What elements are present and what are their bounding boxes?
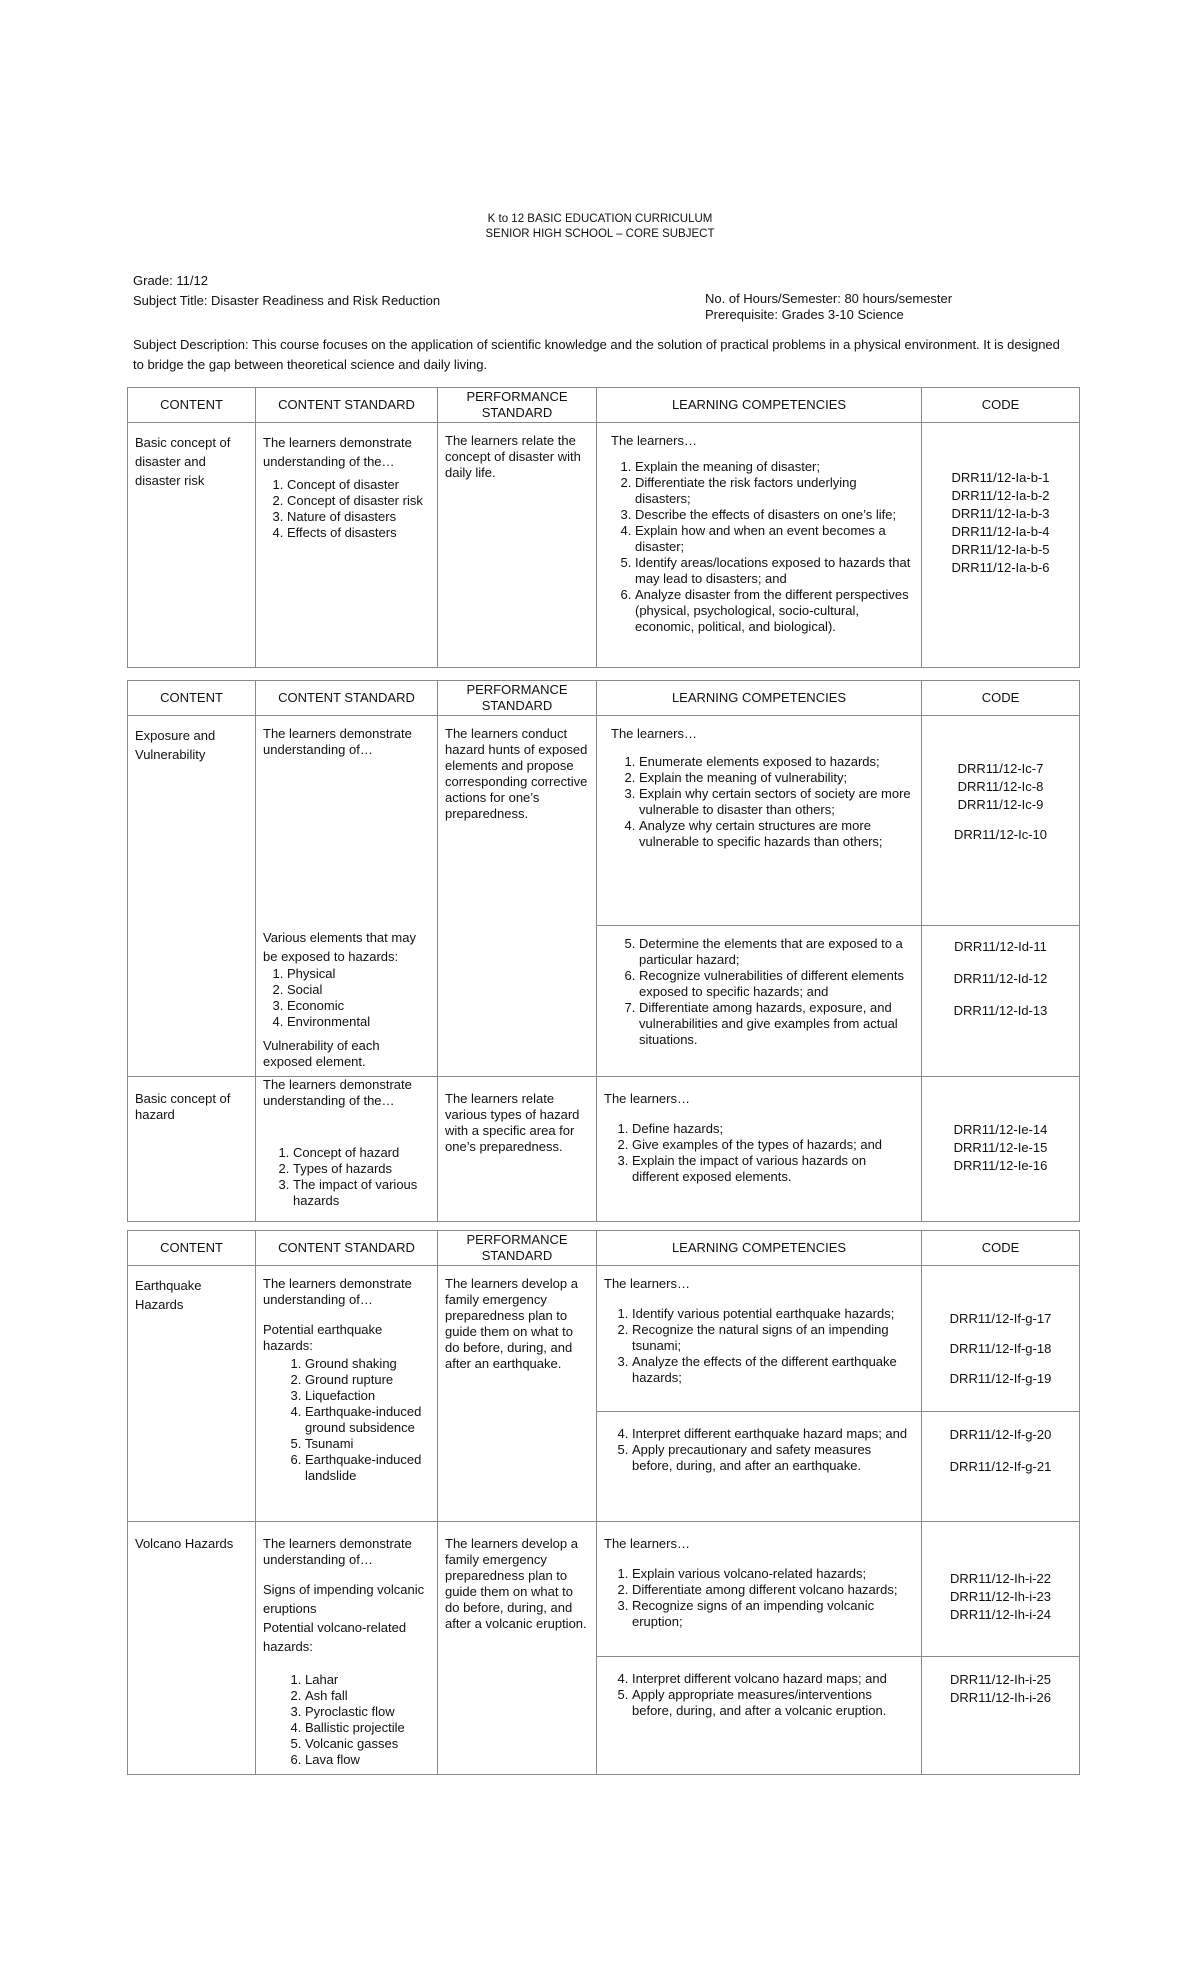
curriculum-table-2 xyxy=(127,680,1080,1222)
cs-intro: The learners demonstrate understanding of the… xyxy=(263,435,412,469)
list-item: 2. Concept of disaster risk xyxy=(287,493,431,509)
list-item: 7. Differentiate among hazards, exposure, and vulnerabilities and give examples from actual situations. xyxy=(639,1000,915,1048)
lc-intro: The learners… xyxy=(611,433,697,448)
code-label: DRR11/12-Ih-i-24 xyxy=(950,1607,1051,1622)
list-item: 2. Give examples of the types of hazards; and xyxy=(632,1137,915,1153)
code-label: DRR11/12-Ic-8 xyxy=(957,779,1044,794)
list-item: 1. Explain the meaning of disaster; xyxy=(635,459,915,475)
list-item: 5. Identify areas/locations exposed to hazards that may lead to disasters; and xyxy=(635,555,915,587)
code-label: DRR11/12-Ia-b-3 xyxy=(951,506,1050,521)
lc-list xyxy=(604,1671,915,1719)
code-label: DRR11/12-Ih-i-23 xyxy=(950,1589,1051,1604)
header-content: CONTENT xyxy=(128,681,256,716)
header-performance-standard: PERFORMANCE STANDARD xyxy=(438,681,597,716)
header-content-standard: CONTENT STANDARD xyxy=(256,388,438,423)
subject-title: Subject Title: Disaster Readiness and Risk Reduction xyxy=(133,293,441,308)
code-label: DRR11/12-Ia-b-2 xyxy=(951,488,1050,503)
list-item: 3. Analyze the effects of the different earthquake hazards; xyxy=(632,1354,915,1386)
code-label: DRR11/12-Ia-b-4 xyxy=(951,524,1050,539)
list-item: 2. Ash fall xyxy=(305,1688,431,1704)
list-item: 1. Lahar xyxy=(305,1672,431,1688)
list-item: 1. Concept of hazard xyxy=(293,1145,431,1161)
cs-list xyxy=(263,477,431,541)
list-item: 3. Recognize signs of an impending volcanic eruption; xyxy=(632,1598,915,1630)
cs-sub-intro-2: Potential volcano-related hazards: xyxy=(263,1620,407,1654)
header-learning-competencies: LEARNING COMPETENCIES xyxy=(597,681,922,716)
list-item: 3. Nature of disasters xyxy=(287,509,431,525)
code-label: DRR11/12-Ih-i-22 xyxy=(950,1571,1051,1586)
header-code: CODE xyxy=(922,388,1080,423)
list-item: 5. Tsunami xyxy=(305,1436,431,1452)
header-content: CONTENT xyxy=(128,388,256,423)
code-label: DRR11/12-Ie-15 xyxy=(953,1140,1048,1155)
cs-intro: The learners demonstrate understanding of… xyxy=(263,726,412,757)
curriculum-table-3 xyxy=(127,1230,1080,1775)
code-label: DRR11/12-If-g-17 xyxy=(949,1311,1052,1326)
lc-intro: The learners… xyxy=(611,726,697,741)
performance-standard-cell: The learners develop a family emergency preparedness plan to guide them on what to do before, during, and after an earthquake. xyxy=(438,1266,597,1522)
code-label: DRR11/12-Ic-10 xyxy=(954,827,1047,842)
lc-intro: The learners… xyxy=(604,1276,690,1291)
list-item: 3. Pyroclastic flow xyxy=(305,1704,431,1720)
header-learning-competencies: LEARNING COMPETENCIES xyxy=(597,388,922,423)
code-label: DRR11/12-If-g-20 xyxy=(949,1427,1052,1442)
prerequisite-label: Prerequisite: Grades 3-10 Science xyxy=(705,307,904,322)
list-item: 2. Ground rupture xyxy=(305,1372,431,1388)
code-cell xyxy=(922,1656,1080,1774)
table-header-row xyxy=(128,681,1080,716)
list-item: 2. Types of hazards xyxy=(293,1161,431,1177)
header-learning-competencies: LEARNING COMPETENCIES xyxy=(597,1231,922,1266)
list-item: 6. Lava flow xyxy=(305,1752,431,1768)
cs-intro: The learners demonstrate understanding of… xyxy=(263,1276,412,1307)
code-label: DRR11/12-If-g-18 xyxy=(949,1341,1052,1356)
header-content-standard: CONTENT STANDARD xyxy=(256,681,438,716)
code-cell xyxy=(922,1266,1080,1412)
lc-list xyxy=(604,1121,915,1185)
table-row xyxy=(128,716,1080,926)
code-cell xyxy=(922,423,1080,668)
table-row xyxy=(128,1077,1080,1222)
code-cell xyxy=(922,716,1080,926)
code-label: DRR11/12-If-g-21 xyxy=(949,1459,1052,1474)
list-item: 5. Apply appropriate measures/interventions before, during, and after a volcanic eruption. xyxy=(632,1687,915,1719)
list-item: 6. Analyze disaster from the different perspectives (physical, psychological, socio-cultural, economic, political, and biological). xyxy=(635,587,915,635)
content-cell: Exposure and Vulnerability xyxy=(128,716,256,1077)
lc-list xyxy=(604,1306,915,1386)
lc-list xyxy=(611,459,915,635)
list-item: 1. Ground shaking xyxy=(305,1356,431,1372)
content-standard-cell xyxy=(256,1522,438,1775)
list-item: 1. Identify various potential earthquake hazards; xyxy=(632,1306,915,1322)
cs-intro: The learners demonstrate understanding of… xyxy=(263,1536,412,1567)
code-label: DRR11/12-If-g-19 xyxy=(949,1371,1052,1386)
cs-sub-intro: Potential earthquake hazards: xyxy=(263,1322,383,1353)
code-label: DRR11/12-Ie-14 xyxy=(953,1122,1048,1137)
list-item: 2. Social xyxy=(287,982,431,998)
list-item: 4. Analyze why certain structures are more vulnerable to specific hazards than others; xyxy=(639,818,915,850)
list-item: 5. Determine the elements that are exposed to a particular hazard; xyxy=(639,936,915,968)
code-label: DRR11/12-Ia-b-1 xyxy=(951,470,1050,485)
code-label: DRR11/12-Id-11 xyxy=(954,938,1047,954)
content-cell: Earthquake Hazards xyxy=(128,1266,256,1522)
lc-list xyxy=(604,1426,915,1474)
header-code: CODE xyxy=(922,681,1080,716)
list-item: 1. Physical xyxy=(287,966,431,982)
lc-list xyxy=(604,1566,915,1630)
cs-list xyxy=(263,1672,431,1768)
code-cell xyxy=(922,925,1080,1076)
content-cell: Basic concept of hazard xyxy=(128,1077,256,1222)
curriculum-table-1 xyxy=(127,387,1080,668)
table-row xyxy=(128,1266,1080,1412)
subject-description: Subject Description: This course focuses on the application of scientific knowledge and the solution of practical problems in a physical environment. It is designed to bridge the gap between theoretical science and daily living. xyxy=(133,337,1060,372)
performance-standard-cell: The learners relate various types of hazard with a specific area for one’s preparedness. xyxy=(438,1077,597,1222)
performance-standard-cell: The learners relate the concept of disaster with daily life. xyxy=(438,423,597,668)
learning-competencies-cell xyxy=(597,1077,922,1222)
code-label: DRR11/12-Ih-i-26 xyxy=(950,1689,1051,1705)
list-item: 1. Explain various volcano-related hazards; xyxy=(632,1566,915,1582)
list-item: 2. Differentiate the risk factors underlying disasters; xyxy=(635,475,915,507)
cs-list xyxy=(263,966,431,1030)
performance-standard-cell: The learners conduct hazard hunts of exposed elements and propose corresponding corrective actions for one’s preparedness. xyxy=(438,716,597,1077)
code-label: DRR11/12-Ia-b-6 xyxy=(951,560,1050,575)
code-cell xyxy=(922,1077,1080,1222)
performance-standard-cell: The learners develop a family emergency preparedness plan to guide them on what to do before, during, and after a volcanic eruption. xyxy=(438,1522,597,1775)
list-item: 4. Environmental xyxy=(287,1014,431,1030)
list-item: 4. Interpret different volcano hazard maps; and xyxy=(632,1671,915,1687)
list-item: 6. Earthquake-induced landslide xyxy=(305,1452,431,1484)
list-item: 3. Liquefaction xyxy=(305,1388,431,1404)
cs-intro: The learners demonstrate understanding of the… xyxy=(263,1077,412,1108)
table-header-row xyxy=(128,388,1080,423)
cs-tail: Vulnerability of each exposed element. xyxy=(263,1038,380,1069)
cs-list xyxy=(263,1145,431,1209)
learning-competencies-cell xyxy=(597,716,922,926)
cs-sub-intro: Various elements that may be exposed to hazards: xyxy=(263,930,416,964)
lc-intro: The learners… xyxy=(604,1091,690,1106)
list-item: 6. Recognize vulnerabilities of different elements exposed to specific hazards; and xyxy=(639,968,915,1000)
list-item: 5. Volcanic gasses xyxy=(305,1736,431,1752)
header-performance-standard: PERFORMANCE STANDARD xyxy=(438,388,597,423)
code-label: DRR11/12-Ic-9 xyxy=(957,797,1044,812)
learning-competencies-cell xyxy=(597,1412,922,1522)
content-standard-cell xyxy=(256,1266,438,1522)
list-item: 2. Differentiate among different volcano hazards; xyxy=(632,1582,915,1598)
list-item: 3. Explain the impact of various hazards on different exposed elements. xyxy=(632,1153,915,1185)
learning-competencies-cell xyxy=(597,1266,922,1412)
page-header xyxy=(0,212,1200,242)
code-label: DRR11/12-Ic-7 xyxy=(957,761,1044,776)
content-standard-cell xyxy=(256,423,438,668)
content-cell: Volcano Hazards xyxy=(128,1522,256,1775)
code-label: DRR11/12-Ie-16 xyxy=(953,1158,1048,1173)
code-cell xyxy=(922,1412,1080,1522)
content-cell: Basic concept of disaster and disaster risk xyxy=(128,423,256,668)
code-label: DRR11/12-Id-13 xyxy=(953,1002,1048,1018)
list-item: 3. Explain why certain sectors of society are more vulnerable to disaster than others; xyxy=(639,786,915,818)
list-item: 3. The impact of various hazards xyxy=(293,1177,431,1209)
list-item: 2. Recognize the natural signs of an impending tsunami; xyxy=(632,1322,915,1354)
list-item: 3. Describe the effects of disasters on one’s life; xyxy=(635,507,915,523)
learning-competencies-cell xyxy=(597,925,922,1076)
learning-competencies-cell xyxy=(597,1522,922,1657)
code-label: DRR11/12-Id-12 xyxy=(953,970,1048,986)
table-row xyxy=(128,1522,1080,1657)
header-content: CONTENT xyxy=(128,1231,256,1266)
list-item: 4. Ballistic projectile xyxy=(305,1720,431,1736)
list-item: 1. Define hazards; xyxy=(632,1121,915,1137)
learning-competencies-cell xyxy=(597,1656,922,1774)
list-item: 4. Explain how and when an event becomes a disaster; xyxy=(635,523,915,555)
code-label: DRR11/12-Ih-i-25 xyxy=(950,1671,1051,1687)
list-item: 4. Effects of disasters xyxy=(287,525,431,541)
header-content-standard: CONTENT STANDARD xyxy=(256,1231,438,1266)
grade-label: Grade: 11/12 xyxy=(133,273,208,288)
list-item: 1. Enumerate elements exposed to hazards; xyxy=(639,754,915,770)
list-item: 2. Explain the meaning of vulnerability; xyxy=(639,770,915,786)
list-item: 1. Concept of disaster xyxy=(287,477,431,493)
content-standard-cell xyxy=(256,1077,438,1222)
list-item: 4. Earthquake-induced ground subsidence xyxy=(305,1404,431,1436)
lc-intro: The learners… xyxy=(604,1536,690,1551)
list-item: 4. Interpret different earthquake hazard maps; and xyxy=(632,1426,915,1442)
code-cell xyxy=(922,1522,1080,1657)
learning-competencies-cell xyxy=(597,423,922,668)
lc-list xyxy=(611,754,915,850)
content-standard-cell xyxy=(256,716,438,1077)
list-item: 3. Economic xyxy=(287,998,431,1014)
cs-list xyxy=(263,1356,431,1484)
table-header-row xyxy=(128,1231,1080,1266)
curriculum-subtitle: SENIOR HIGH SCHOOL – CORE SUBJECT xyxy=(485,228,715,240)
table-row xyxy=(128,423,1080,668)
hours-label: No. of Hours/Semester: 80 hours/semester xyxy=(705,291,953,306)
list-item: 5. Apply precautionary and safety measures before, during, and after an earthquake. xyxy=(632,1442,915,1474)
header-performance-standard: PERFORMANCE STANDARD xyxy=(438,1231,597,1266)
curriculum-title: K to 12 BASIC EDUCATION CURRICULUM xyxy=(487,213,713,225)
header-code: CODE xyxy=(922,1231,1080,1266)
code-label: DRR11/12-Ia-b-5 xyxy=(951,542,1050,557)
cs-sub-intro: Signs of impending volcanic eruptions xyxy=(263,1582,425,1616)
lc-list xyxy=(611,936,915,1048)
